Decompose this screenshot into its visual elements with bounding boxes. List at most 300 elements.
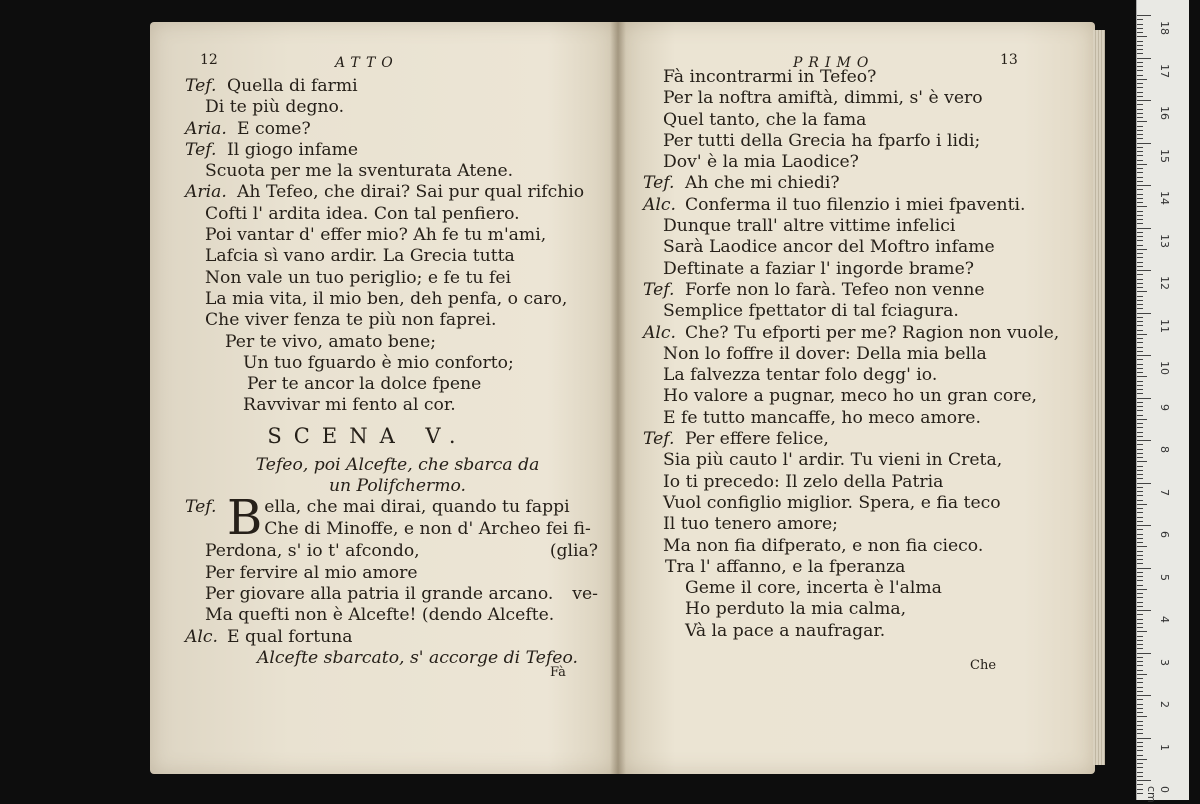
text-line xyxy=(643,386,1083,407)
line-text: Ho valore a pugnar, meco ho un gran core, xyxy=(663,386,1038,407)
ruler-minor-tick xyxy=(1137,733,1143,734)
ruler-minor-tick xyxy=(1137,729,1143,730)
ruler-minor-tick xyxy=(1137,240,1143,241)
line-text: Dunque trall' altre vittime infelici xyxy=(663,216,956,237)
text-line xyxy=(643,173,1083,194)
ruler-minor-tick xyxy=(1137,640,1143,641)
ruler-minor-tick xyxy=(1137,699,1143,700)
text-line xyxy=(185,97,610,118)
ruler-minor-tick xyxy=(1137,521,1143,522)
line-text: Non vale un tuo periglio; e fe tu fei xyxy=(205,267,511,288)
speaker-label: Alc. xyxy=(643,194,676,215)
ruler-minor-tick xyxy=(1137,423,1143,424)
line-text: Che viver fenza te più non faprei. xyxy=(205,310,497,331)
ruler-minor-tick xyxy=(1137,376,1147,377)
ruler-tick xyxy=(1137,185,1151,186)
ruler-minor-tick xyxy=(1137,232,1143,233)
dialogue-lines-bottom xyxy=(185,541,610,647)
ruler-minor-tick xyxy=(1137,321,1143,322)
ruler-minor-tick xyxy=(1137,113,1143,114)
ruler-label: 11 xyxy=(1158,318,1171,333)
ruler-minor-tick xyxy=(1137,478,1143,479)
line-text: Io ti precedo: Il zelo della Patria xyxy=(663,471,944,492)
ruler-minor-tick xyxy=(1137,194,1143,195)
ruler-minor-tick xyxy=(1137,453,1143,454)
line-text: Ma non fia difperato, e non fia cieco. xyxy=(663,535,984,556)
ruler-tick xyxy=(1137,525,1151,526)
ruler-minor-tick xyxy=(1137,308,1143,309)
line-right-fragment: (glia? xyxy=(549,541,598,562)
line-text: Sarà Laodice ancor del Moftro infame xyxy=(663,237,995,258)
line-text: Quel tanto, che la fama xyxy=(663,109,867,130)
ruler-minor-tick xyxy=(1137,381,1143,382)
ruler-minor-tick xyxy=(1137,287,1143,288)
line-text: Deftinate a faziar l' ingorde brame? xyxy=(663,258,974,279)
ruler-minor-tick xyxy=(1137,589,1147,590)
ruler-minor-tick xyxy=(1137,576,1143,577)
verse-line: Geme il core, incerta è l'alma xyxy=(685,578,942,599)
speaker-label: Tef. xyxy=(643,279,675,300)
line-text: Sia più cauto l' ardir. Tu vieni in Creta, xyxy=(663,450,1003,471)
line-text: Semplice fpettator di tal fciagura. xyxy=(663,301,959,322)
ruler-minor-tick xyxy=(1137,665,1143,666)
ruler-minor-tick xyxy=(1137,368,1143,369)
ruler-tick xyxy=(1137,15,1151,16)
ruler-minor-tick xyxy=(1137,304,1143,305)
line-text: Dov' è la mia Laodice? xyxy=(663,152,859,173)
ruler-minor-tick xyxy=(1137,385,1143,386)
line-text: La falvezza tentar folo degg' io. xyxy=(663,365,938,386)
ruler-minor-tick xyxy=(1137,708,1143,709)
ruler-label: 18 xyxy=(1158,21,1171,35)
ruler-minor-tick xyxy=(1137,236,1143,237)
text-line xyxy=(643,152,1083,173)
aria-verse xyxy=(643,557,1083,642)
text-line xyxy=(643,536,1083,557)
verse-line: Ho perduto la mia calma, xyxy=(685,599,907,620)
ruler-label: 5 xyxy=(1158,573,1171,581)
text-line xyxy=(643,88,1083,109)
ruler-minor-tick xyxy=(1137,83,1143,84)
page-number: 12 xyxy=(200,52,218,68)
verse-line: Và la pace a naufragar. xyxy=(685,620,886,641)
ruler-minor-tick xyxy=(1137,402,1143,403)
ruler-minor-tick xyxy=(1137,602,1143,603)
speaker-label: Tef. xyxy=(643,173,675,194)
line-text: Lafcia sì vano ardir. La Grecia tutta xyxy=(205,246,515,267)
dialogue-lines-top xyxy=(185,76,610,332)
ruler-minor-tick xyxy=(1137,283,1143,284)
speaker-label: Aria. xyxy=(185,182,227,203)
ruler-minor-tick xyxy=(1137,160,1143,161)
ruler-minor-tick xyxy=(1137,704,1143,705)
line-text: Quella di farmi xyxy=(227,76,358,96)
text-line xyxy=(185,563,610,584)
ruler-tick xyxy=(1137,228,1151,229)
text-line xyxy=(643,514,1083,535)
ruler-minor-tick xyxy=(1137,75,1143,76)
page-number: 13 xyxy=(1000,52,1018,68)
line-text: Ah Tefeo, che dirai? Sai pur qual rifchio xyxy=(237,182,585,203)
ruler-minor-tick xyxy=(1137,49,1143,50)
left-page xyxy=(150,22,618,774)
ruler-minor-tick xyxy=(1137,24,1143,25)
line-text: Per la noftra amiftà, dimmi, s' è vero xyxy=(663,88,983,109)
ruler-minor-tick xyxy=(1137,504,1147,505)
running-head: PRIMO xyxy=(793,55,875,71)
ruler-label: 14 xyxy=(1158,191,1171,205)
line-text: Conferma il tuo filenzio i miei fpaventi. xyxy=(685,194,1026,215)
ruler-minor-tick xyxy=(1137,245,1143,246)
left-text-block xyxy=(185,76,610,669)
text-line xyxy=(185,182,610,203)
ruler-minor-tick xyxy=(1137,461,1147,462)
ruler-minor-tick xyxy=(1137,487,1143,488)
ruler-minor-tick xyxy=(1137,746,1143,747)
ruler-minor-tick xyxy=(1137,257,1143,258)
ruler-minor-tick xyxy=(1137,572,1143,573)
ruler-minor-tick xyxy=(1137,372,1143,373)
ruler-label: 12 xyxy=(1158,276,1171,290)
ruler-minor-tick xyxy=(1137,534,1143,535)
ruler-minor-tick xyxy=(1137,661,1143,662)
ruler-minor-tick xyxy=(1137,359,1143,360)
ruler-minor-tick xyxy=(1137,436,1143,437)
verse-line: Ravvivar mi fento al cor. xyxy=(243,395,456,416)
ruler-minor-tick xyxy=(1137,614,1143,615)
ruler-minor-tick xyxy=(1137,691,1143,692)
text-line xyxy=(643,280,1083,301)
ruler-label: 13 xyxy=(1158,233,1171,248)
ruler-minor-tick xyxy=(1137,151,1143,152)
ruler-minor-tick xyxy=(1137,670,1143,671)
ruler-minor-tick xyxy=(1137,249,1147,250)
ruler-minor-tick xyxy=(1137,500,1143,501)
ruler-minor-tick xyxy=(1137,325,1143,326)
ruler-minor-tick xyxy=(1137,508,1143,509)
ruler-minor-tick xyxy=(1137,364,1143,365)
speaker-label: Tef. xyxy=(185,139,217,160)
ruler-minor-tick xyxy=(1137,53,1143,54)
verse-line: Un tuo fguardo è mio conforto; xyxy=(243,352,514,373)
text-line xyxy=(185,161,610,182)
ruler-minor-tick xyxy=(1137,393,1143,394)
line-text: Poi vantar d' effer mio? Ah fe tu m'ami, xyxy=(205,225,547,246)
line-text: Di te più degno. xyxy=(205,97,345,118)
ruler-minor-tick xyxy=(1137,725,1143,726)
ruler-label: 8 xyxy=(1158,446,1171,453)
ruler-minor-tick xyxy=(1137,551,1143,552)
ruler-minor-tick xyxy=(1137,262,1143,263)
ruler-minor-tick xyxy=(1137,32,1143,33)
ruler-minor-tick xyxy=(1137,96,1143,97)
ruler-minor-tick xyxy=(1137,28,1143,29)
speaker-label: Tef. xyxy=(185,76,217,96)
ruler-minor-tick xyxy=(1137,130,1143,131)
ruler-minor-tick xyxy=(1137,585,1143,586)
text-line xyxy=(643,237,1083,258)
aria-verse xyxy=(185,332,610,417)
line-text: Perdona, s' io t' afcondo, xyxy=(205,541,420,562)
ruler-minor-tick xyxy=(1137,631,1147,632)
ruler-minor-tick xyxy=(1137,291,1147,292)
ruler-minor-tick xyxy=(1137,172,1143,173)
text-line xyxy=(185,246,610,267)
text-line xyxy=(185,289,610,310)
ruler-minor-tick xyxy=(1137,457,1143,458)
text-line xyxy=(643,365,1083,386)
ruler-minor-tick xyxy=(1137,776,1143,777)
ruler-minor-tick xyxy=(1137,215,1143,216)
ruler-minor-tick xyxy=(1137,138,1143,139)
line-right-fragment: ve- xyxy=(572,583,598,604)
ruler-minor-tick xyxy=(1137,648,1143,649)
text-line xyxy=(643,450,1083,471)
ruler-minor-tick xyxy=(1137,147,1143,148)
ruler-tick xyxy=(1137,738,1151,739)
ruler-minor-tick xyxy=(1137,470,1143,471)
ruler-label: 0 cm xyxy=(1145,786,1171,803)
ruler-minor-tick xyxy=(1137,189,1143,190)
verse-line: Per te vivo, amato bene; xyxy=(225,331,437,352)
text-line xyxy=(643,259,1083,280)
ruler-minor-tick xyxy=(1137,559,1143,560)
ruler-minor-tick xyxy=(1137,19,1143,20)
text-line xyxy=(643,216,1083,237)
ruler-label: 16 xyxy=(1158,106,1171,120)
ruler-minor-tick xyxy=(1137,644,1143,645)
running-head: ATTO xyxy=(335,55,399,71)
line-text: Ma quefti non è Alcefte! (dendo Alcefte. xyxy=(205,605,555,626)
ruler-minor-tick xyxy=(1137,755,1143,756)
ruler-minor-tick xyxy=(1137,109,1143,110)
ruler-tick xyxy=(1137,780,1151,781)
ruler-minor-tick xyxy=(1137,206,1147,207)
ruler-tick xyxy=(1137,695,1151,696)
ruler-minor-tick xyxy=(1137,330,1143,331)
text-line xyxy=(185,225,610,246)
scene-heading: SCENA V. xyxy=(267,423,468,448)
ruler-tick xyxy=(1137,398,1151,399)
ruler-minor-tick xyxy=(1137,155,1143,156)
speech-opening xyxy=(185,490,610,547)
speaker-label: Tef. xyxy=(643,429,675,450)
ruler-minor-tick xyxy=(1137,427,1143,428)
line-text: Non lo foffre il dover: Della mia bella xyxy=(663,343,987,364)
ruler-minor-tick xyxy=(1137,66,1143,67)
book-gutter xyxy=(610,22,626,774)
ruler-minor-tick xyxy=(1137,432,1143,433)
line-text: E fe tutto mancaffe, ho meco amore. xyxy=(663,407,981,428)
ruler-minor-tick xyxy=(1137,784,1143,785)
stage-direction: un Polifchermo. xyxy=(328,476,467,497)
ruler-minor-tick xyxy=(1137,517,1143,518)
ruler-minor-tick xyxy=(1137,415,1143,416)
text-line xyxy=(643,408,1083,429)
speaker-label: Tef. xyxy=(185,497,217,518)
line-text: Il tuo tenero amore; xyxy=(663,514,838,535)
ruler-minor-tick xyxy=(1137,41,1143,42)
verse-line: Tra l' affanno, e la fperanza xyxy=(665,556,906,577)
ruler-label: 17 xyxy=(1158,63,1171,78)
ruler-tick xyxy=(1137,440,1151,441)
ruler-minor-tick xyxy=(1137,342,1143,343)
ruler-minor-tick xyxy=(1137,70,1143,71)
ruler-minor-tick xyxy=(1137,177,1143,178)
ruler-minor-tick xyxy=(1137,444,1143,445)
verse-line: Per te ancor la dolce fpene xyxy=(247,374,482,395)
ruler-tick xyxy=(1137,653,1151,654)
line-text: E come? xyxy=(237,118,311,139)
line-text: Per fervire al mio amore xyxy=(205,562,418,583)
ruler-minor-tick xyxy=(1137,351,1143,352)
ruler-minor-tick xyxy=(1137,104,1143,105)
ruler-minor-tick xyxy=(1137,678,1143,679)
ruler-minor-tick xyxy=(1137,300,1143,301)
ruler-label: 7 xyxy=(1158,488,1171,496)
ruler-minor-tick xyxy=(1137,181,1143,182)
ruler-minor-tick xyxy=(1137,793,1143,794)
ruler-minor-tick xyxy=(1137,716,1147,717)
line-text: Ah che mi chiedi? xyxy=(685,173,840,194)
ruler-minor-tick xyxy=(1137,134,1143,135)
ruler-minor-tick xyxy=(1137,580,1143,581)
ruler-minor-tick xyxy=(1137,266,1143,267)
ruler-minor-tick xyxy=(1137,627,1143,628)
line-text: Che? Tu efporti per me? Ragion non vuole, xyxy=(685,322,1060,343)
line-text: Per giovare alla patria il grande arcano. xyxy=(205,583,554,604)
line-text: Scuota per me la sventurata Atene. xyxy=(205,161,514,182)
ruler-tick xyxy=(1137,568,1151,569)
ruler-minor-tick xyxy=(1137,126,1143,127)
ruler-minor-tick xyxy=(1137,721,1143,722)
catchword: Fà xyxy=(550,665,566,680)
ruler-minor-tick xyxy=(1137,334,1147,335)
line-text: Forfe non lo farà. Tefeo non venne xyxy=(685,279,985,300)
text-line xyxy=(185,140,610,161)
ruler-minor-tick xyxy=(1137,410,1143,411)
ruler-minor-tick xyxy=(1137,45,1143,46)
ruler-minor-tick xyxy=(1137,198,1143,199)
ruler-label: 9 xyxy=(1158,403,1171,411)
ruler-tick xyxy=(1137,270,1151,271)
speaker-label: Aria. xyxy=(185,118,227,139)
text-line xyxy=(185,584,610,605)
ruler-minor-tick xyxy=(1137,338,1143,339)
ruler-label: 6 xyxy=(1158,531,1171,538)
ruler-minor-tick xyxy=(1137,164,1147,165)
ruler-minor-tick xyxy=(1137,62,1143,63)
text-line xyxy=(185,627,610,648)
text-line: Che di Minoffe, e non d' Archeo fei fi- xyxy=(264,518,591,539)
ruler-minor-tick xyxy=(1137,563,1143,564)
line-text: Per tutti della Grecia ha fparfo i lidi; xyxy=(663,130,981,151)
ruler-tick xyxy=(1137,313,1151,314)
text-line xyxy=(185,204,610,225)
text-line xyxy=(185,76,610,97)
line-text: Il giogo infame xyxy=(227,139,359,160)
ruler-minor-tick xyxy=(1137,168,1143,169)
speaker-label: Alc. xyxy=(643,322,676,343)
ruler-minor-tick xyxy=(1137,767,1143,768)
ruler-minor-tick xyxy=(1137,542,1143,543)
catchword: Che xyxy=(970,658,997,673)
ruler-minor-tick xyxy=(1137,512,1143,513)
line-text: Vuol configlio miglior. Spera, e fia teco xyxy=(663,492,1001,513)
ruler-label: 2 xyxy=(1158,701,1171,708)
ruler-minor-tick xyxy=(1137,92,1143,93)
ruler-tick xyxy=(1137,58,1151,59)
ruler-minor-tick xyxy=(1137,87,1143,88)
ruler-minor-tick xyxy=(1137,750,1143,751)
ruler-minor-tick xyxy=(1137,759,1147,760)
text-line xyxy=(643,301,1083,322)
ruler-label: 1 xyxy=(1158,743,1171,751)
line-text: Fà incontrarmi in Tefeo? xyxy=(663,67,877,87)
open-book xyxy=(150,22,1095,774)
text-line xyxy=(643,195,1083,216)
ruler-minor-tick xyxy=(1137,495,1143,496)
ruler-tick xyxy=(1137,483,1151,484)
ruler-minor-tick xyxy=(1137,274,1143,275)
ruler-minor-tick xyxy=(1137,712,1143,713)
text-line xyxy=(185,310,610,331)
drop-cap: B xyxy=(227,490,263,547)
line-text: La mia vita, il mio ben, deh penfa, o caro, xyxy=(205,288,568,309)
ruler-minor-tick xyxy=(1137,657,1143,658)
ruler-minor-tick xyxy=(1137,474,1143,475)
ruler-label: 10 xyxy=(1158,361,1171,375)
ruler-minor-tick xyxy=(1137,546,1147,547)
ruler-minor-tick xyxy=(1137,253,1143,254)
ruler-minor-tick xyxy=(1137,555,1143,556)
ruler-minor-tick xyxy=(1137,687,1143,688)
text-line xyxy=(185,119,610,140)
text-line xyxy=(643,429,1083,450)
ruler-minor-tick xyxy=(1137,789,1143,790)
text-line xyxy=(643,131,1083,152)
ruler-minor-tick xyxy=(1137,597,1143,598)
ruler-minor-tick xyxy=(1137,317,1143,318)
stage-direction: Tefeo, poi Alcefte, che sbarca da xyxy=(255,454,540,475)
text-line xyxy=(643,344,1083,365)
ruler-minor-tick xyxy=(1137,79,1147,80)
ruler-minor-tick xyxy=(1137,223,1143,224)
ruler-minor-tick xyxy=(1137,619,1143,620)
ruler-minor-tick xyxy=(1137,623,1143,624)
text-line xyxy=(643,110,1083,131)
text-line xyxy=(185,268,610,289)
speaker-label: Alc. xyxy=(185,626,218,647)
ruler-minor-tick xyxy=(1137,296,1143,297)
ruler-minor-tick xyxy=(1137,538,1143,539)
text-line xyxy=(643,67,1083,88)
ruler-minor-tick xyxy=(1137,449,1143,450)
dialogue-lines xyxy=(643,67,1083,557)
ruler-minor-tick xyxy=(1137,674,1147,675)
right-page xyxy=(618,22,1095,774)
ruler-minor-tick xyxy=(1137,121,1147,122)
ruler-tick xyxy=(1137,610,1151,611)
line-text: Per effere felice, xyxy=(685,429,829,450)
ruler-minor-tick xyxy=(1137,763,1143,764)
stage-direction: Alcefte sbarcato, s' accorge di Tefeo. xyxy=(257,647,578,668)
text-line xyxy=(643,493,1083,514)
ruler-tick xyxy=(1137,355,1151,356)
ruler-minor-tick xyxy=(1137,117,1143,118)
text-line xyxy=(643,323,1083,344)
ruler-minor-tick xyxy=(1137,772,1143,773)
